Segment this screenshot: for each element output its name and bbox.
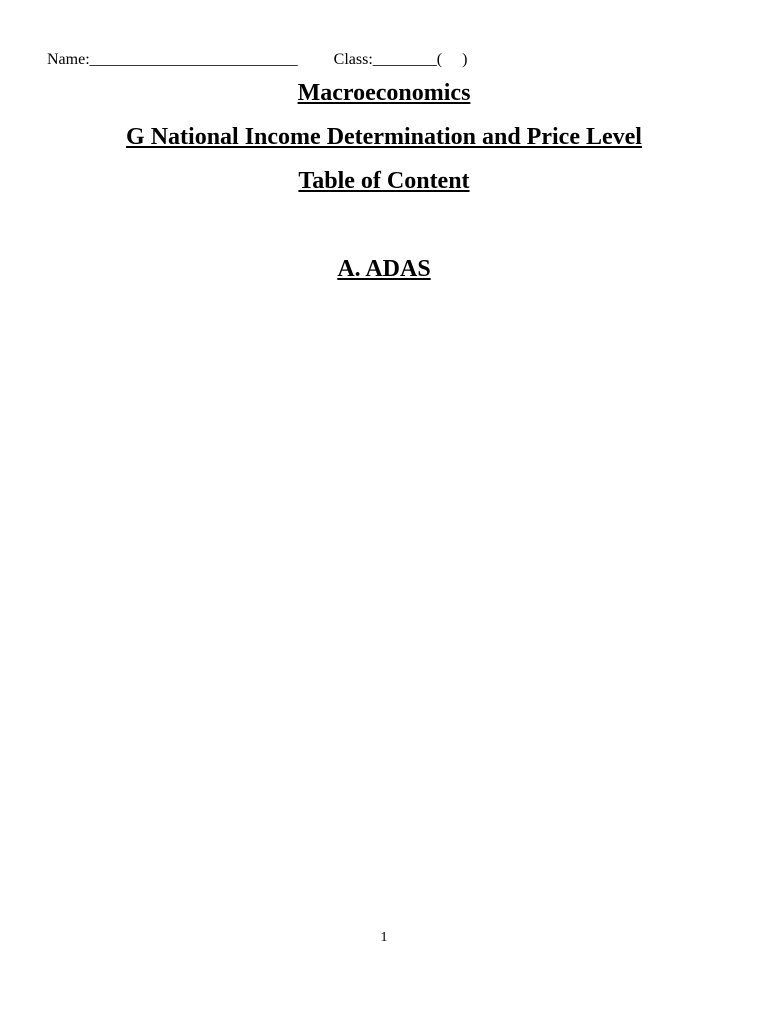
page-number: 1 [380, 930, 388, 945]
class-field: Class:________( ) [333, 51, 468, 68]
name-field: Name:__________________________ [47, 51, 298, 68]
table-of-content-heading: Table of Content [298, 168, 470, 194]
name-class-line [47, 50, 467, 70]
subject-title: Macroeconomics [297, 80, 471, 106]
section-a-heading: A. ADAS [337, 256, 431, 282]
chapter-title: G National Income Determination and Price Level [126, 124, 642, 150]
